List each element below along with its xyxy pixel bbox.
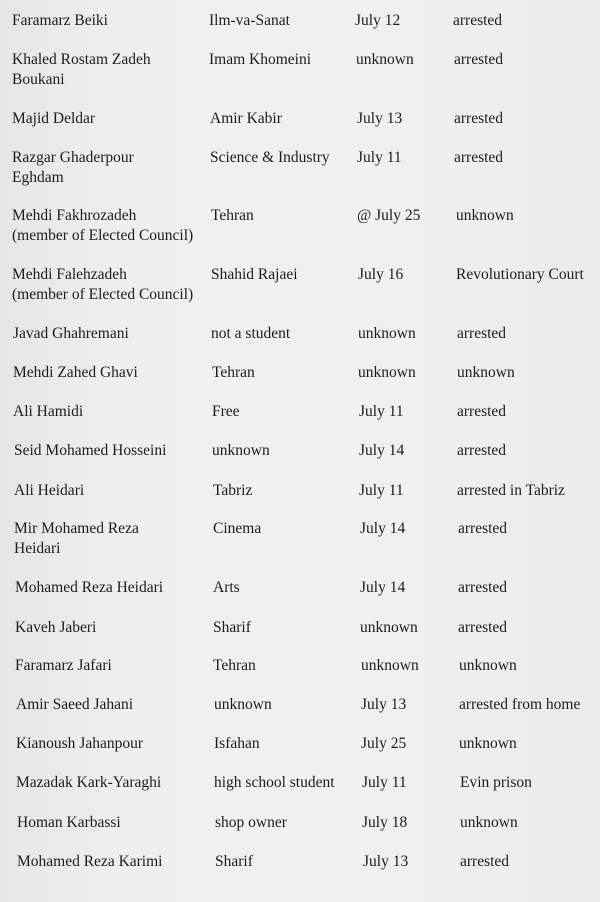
university-cell-text: shop owner	[215, 814, 287, 831]
person-name-cell-text: Javad Ghahremani	[13, 325, 129, 342]
person-name-cell-text: Mohamed Reza Heidari	[15, 579, 164, 596]
university-cell	[213, 578, 240, 598]
arrest-date-cell-text: unknown	[358, 364, 416, 381]
university-cell-text: Tabriz	[213, 482, 253, 499]
person-name-cell	[14, 519, 139, 559]
person-name-cell	[17, 813, 121, 833]
status-cell-text: unknown	[457, 364, 515, 381]
person-name-cell	[15, 656, 112, 676]
status-cell-text: unknown	[459, 657, 517, 674]
arrest-date-cell	[356, 50, 414, 70]
university-cell-text: Sharif	[213, 619, 251, 636]
person-name-cell	[13, 324, 129, 344]
person-name-cell-text: Seid Mohamed Hosseini	[14, 442, 167, 459]
person-name-line2: Boukani	[12, 71, 65, 88]
university-cell	[210, 148, 330, 168]
arrest-date-cell	[359, 441, 404, 461]
person-name-cell	[12, 11, 108, 31]
status-cell	[454, 148, 503, 168]
person-name-cell-text: Mohamed Reza Karimi	[17, 853, 163, 870]
person-name-cell	[15, 578, 163, 598]
person-name-cell-text: Amir Saeed Jahani	[16, 696, 134, 713]
status-cell-text: unknown	[456, 207, 514, 224]
university-cell-text: high school student	[214, 774, 335, 791]
status-cell	[457, 324, 506, 344]
university-cell	[211, 206, 254, 226]
status-cell-text: arrested from home	[459, 696, 581, 713]
arrest-date-cell	[360, 519, 405, 539]
university-cell	[213, 519, 261, 539]
person-name-cell-text: Homan Karbassi	[17, 814, 121, 831]
university-cell-text: Tehran	[212, 364, 255, 381]
arrest-date-cell-text: July 14	[360, 520, 406, 537]
person-name-cell-text: Razgar Ghaderpour	[12, 149, 134, 166]
university-cell-text: Ilm-va-Sanat	[209, 12, 290, 29]
person-name-cell-text: Majid Deldar	[12, 110, 96, 127]
arrest-date-cell-text: July 25	[361, 735, 407, 752]
arrest-date-cell	[360, 618, 418, 638]
person-name-cell	[12, 265, 193, 305]
university-cell-text: unknown	[212, 442, 270, 459]
person-name-cell	[14, 441, 166, 461]
status-cell	[457, 402, 506, 422]
arrest-date-cell-text: July 18	[362, 814, 408, 831]
person-name-line2: (member of Elected Council)	[12, 227, 194, 244]
status-cell	[459, 656, 517, 676]
arrest-date-cell-text: unknown	[360, 619, 418, 636]
person-name-cell-text: Mehdi Zahed Ghavi	[13, 364, 138, 381]
university-cell	[213, 481, 252, 501]
university-cell	[211, 324, 290, 344]
arrest-date-cell	[358, 265, 403, 285]
arrest-date-cell	[359, 481, 404, 501]
status-cell-text: Revolutionary Court	[456, 266, 584, 283]
person-name-cell-text: Kianoush Jahanpour	[16, 735, 143, 752]
person-name-cell-text: Khaled Rostam Zadeh	[12, 51, 151, 68]
status-cell	[460, 852, 509, 872]
university-cell-text: unknown	[214, 696, 272, 713]
person-name-cell	[16, 734, 143, 754]
status-cell-text: arrested	[457, 325, 507, 342]
status-cell-text: arrested	[454, 110, 504, 127]
arrest-date-cell	[358, 324, 416, 344]
university-cell-text: Sharif	[215, 853, 253, 870]
person-name-cell	[12, 148, 134, 188]
university-cell-text: Amir Kabir	[210, 110, 282, 127]
university-cell	[212, 441, 270, 461]
arrest-date-cell	[357, 206, 420, 226]
person-name-cell	[17, 852, 162, 872]
arrest-date-cell	[357, 109, 402, 129]
status-cell	[459, 734, 517, 754]
person-name-cell	[12, 50, 151, 90]
university-cell	[215, 813, 287, 833]
status-cell-text: arrested	[454, 51, 504, 68]
status-cell-text: arrested	[460, 853, 510, 870]
arrest-date-cell	[357, 148, 402, 168]
arrest-date-cell-text: July 12	[355, 12, 401, 29]
status-cell	[460, 813, 518, 833]
arrest-date-cell	[361, 656, 419, 676]
status-cell	[457, 441, 506, 461]
arrest-date-cell-text: July 16	[358, 266, 404, 283]
arrest-date-cell	[361, 695, 406, 715]
status-cell-text: arrested	[458, 520, 508, 537]
arrest-date-cell	[363, 852, 408, 872]
university-cell-text: Cinema	[213, 520, 262, 537]
person-name-cell	[15, 618, 96, 638]
person-name-line2: Heidari	[14, 540, 61, 557]
university-cell-text: Imam Khomeini	[209, 51, 312, 68]
status-cell-text: arrested	[454, 149, 504, 166]
university-cell	[214, 734, 260, 754]
university-cell	[212, 402, 240, 422]
person-name-cell	[12, 206, 193, 246]
arrest-date-cell	[361, 734, 406, 754]
university-cell-text: Tehran	[211, 207, 254, 224]
status-cell-text: unknown	[459, 735, 517, 752]
arrest-date-cell	[360, 578, 405, 598]
status-cell	[460, 773, 532, 793]
status-cell	[456, 206, 514, 226]
university-cell	[215, 852, 253, 872]
university-cell-text: Shahid Rajaei	[211, 266, 298, 283]
arrest-date-cell-text: unknown	[361, 657, 419, 674]
status-cell	[459, 695, 580, 715]
arrest-date-cell-text: July 11	[362, 774, 407, 791]
arrest-date-cell	[358, 363, 416, 383]
status-cell	[457, 481, 565, 501]
status-cell	[454, 50, 503, 70]
arrest-date-cell-text: July 11	[357, 149, 402, 166]
status-cell-text: Evin prison	[460, 774, 532, 791]
status-cell	[456, 265, 584, 285]
university-cell-text: Isfahan	[214, 735, 260, 752]
status-cell-text: arrested	[458, 579, 508, 596]
status-cell-text: unknown	[460, 814, 518, 831]
arrest-date-cell-text: July 13	[357, 110, 403, 127]
status-cell	[458, 519, 507, 539]
arrest-date-cell	[359, 402, 404, 422]
university-cell	[209, 11, 290, 31]
arrest-date-cell-text: July 13	[363, 853, 409, 870]
arrest-date-cell-text: July 14	[360, 579, 406, 596]
person-name-line2: (member of Elected Council)	[12, 286, 194, 303]
status-cell	[458, 618, 507, 638]
person-name-cell-text: Ali Hamidi	[13, 403, 84, 420]
arrest-date-cell-text: unknown	[358, 325, 416, 342]
arrest-date-cell-text: July 14	[359, 442, 405, 459]
university-cell	[214, 695, 272, 715]
status-cell-text: arrested	[457, 403, 507, 420]
person-name-cell	[16, 695, 133, 715]
arrest-date-cell-text: July 11	[359, 403, 404, 420]
person-name-cell	[14, 481, 84, 501]
arrest-date-cell-text: unknown	[356, 51, 414, 68]
arrest-date-cell	[362, 813, 407, 833]
status-cell	[453, 11, 502, 31]
status-cell-text: arrested in Tabriz	[457, 482, 565, 499]
person-name-cell-text: Faramarz Jafari	[15, 657, 112, 674]
status-cell	[457, 363, 515, 383]
arrest-date-cell	[355, 11, 400, 31]
university-cell	[213, 656, 256, 676]
university-cell	[210, 109, 282, 129]
person-name-cell	[13, 402, 83, 422]
person-name-line2: Eghdam	[12, 169, 64, 186]
arrest-date-cell-text: July 13	[361, 696, 407, 713]
person-name-cell-text: Kaveh Jaberi	[15, 619, 97, 636]
university-cell-text: Arts	[213, 579, 240, 596]
status-cell	[454, 109, 503, 129]
university-cell	[209, 50, 311, 70]
person-name-cell-text: Ali Heidari	[14, 482, 85, 499]
person-name-cell-text: Mehdi Fakhrozadeh	[12, 207, 137, 224]
person-name-cell	[12, 109, 95, 129]
university-cell	[213, 618, 251, 638]
person-name-cell	[13, 363, 138, 383]
person-name-cell	[16, 773, 161, 793]
status-cell	[458, 578, 507, 598]
university-cell	[212, 363, 255, 383]
arrest-date-cell-text: July 11	[359, 482, 404, 499]
university-cell-text: not a student	[211, 325, 291, 342]
university-cell-text: Tehran	[213, 657, 256, 674]
status-cell-text: arrested	[458, 619, 508, 636]
university-cell-text: Free	[212, 403, 240, 420]
person-name-cell-text: Mir Mohamed Reza	[14, 520, 139, 537]
university-cell-text: Science & Industry	[210, 149, 330, 166]
arrest-date-cell	[362, 773, 407, 793]
university-cell	[211, 265, 298, 285]
university-cell	[214, 773, 335, 793]
arrest-date-cell-text: @ July 25	[357, 207, 421, 224]
status-cell-text: arrested	[457, 442, 507, 459]
person-name-cell-text: Mehdi Falehzadeh	[12, 266, 127, 283]
person-name-cell-text: Mazadak Kark-Yaraghi	[16, 774, 162, 791]
person-name-cell-text: Faramarz Beiki	[12, 12, 108, 29]
status-cell-text: arrested	[453, 12, 503, 29]
